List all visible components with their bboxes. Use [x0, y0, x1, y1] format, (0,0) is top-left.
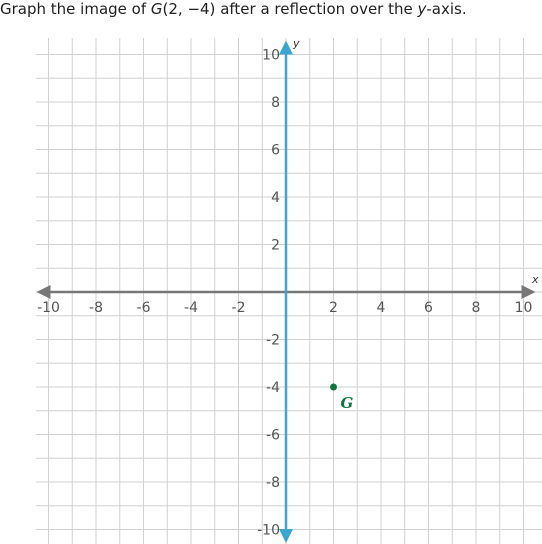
y-tick-label: -10 [257, 522, 280, 539]
y-tick-label: 8 [271, 95, 280, 111]
y-axis-name: y [293, 37, 300, 50]
prompt-coordinates: (2, −4) [162, 0, 216, 18]
prompt-point-name: G [150, 0, 163, 18]
x-tick-label: 4 [376, 300, 386, 316]
x-tick-label: -10 [37, 300, 60, 316]
prompt-text-middle: after a reflection over the [215, 0, 418, 18]
y-tick-label: 2 [271, 237, 280, 254]
prompt-text-start: Graph the image of [0, 0, 151, 18]
point-g [330, 384, 337, 391]
y-axis-arrow-up-icon [279, 41, 293, 55]
y-axis-arrow-down-icon [279, 529, 293, 543]
x-tick-label: -6 [136, 300, 151, 316]
x-tick-label: 8 [471, 300, 481, 316]
y-tick-label: -2 [266, 332, 280, 349]
y-tick-label: 6 [271, 142, 280, 159]
x-axis-name: x [532, 273, 539, 286]
point-label-g: G [340, 394, 354, 412]
x-tick-label: 10 [514, 300, 533, 316]
prompt-axis-name: y [417, 0, 427, 18]
x-tick-label: -8 [89, 300, 103, 316]
y-tick-label: -6 [266, 427, 280, 444]
prompt-text-end: -axis. [426, 0, 467, 18]
x-tick-label: 2 [329, 300, 338, 316]
x-axis-arrow-right-icon [522, 285, 536, 299]
axes [37, 37, 540, 543]
y-tick-label: 10 [262, 47, 280, 64]
x-tick-label: -2 [231, 300, 246, 316]
y-tick-label: -8 [266, 475, 280, 491]
x-tick-label: -4 [184, 300, 198, 316]
x-axis-arrow-left-icon [37, 285, 51, 299]
y-tick-label: -4 [266, 380, 280, 396]
y-tick-label: 4 [271, 190, 280, 206]
x-tick-label: 6 [424, 300, 433, 316]
